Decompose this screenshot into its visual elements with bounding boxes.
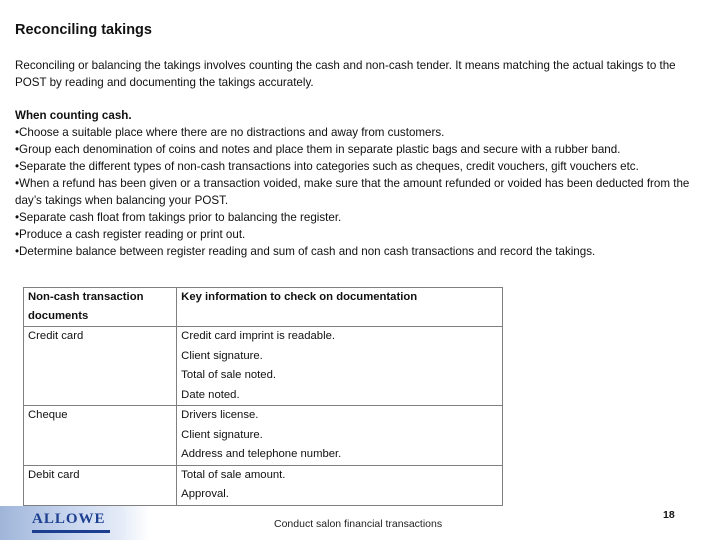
logo-text: ALLOWE — [32, 511, 106, 527]
table-cell-type: Debit card — [24, 465, 177, 505]
counting-step: •Separate the different types of non-cash transactions into categories such as cheques, credit vouchers, gift vouchers etc. — [15, 160, 639, 173]
table-cell-type: Credit card — [24, 327, 177, 406]
counting-step: •Choose a suitable place where there are no distractions and away from customers. — [15, 126, 445, 139]
counting-step: •When a refund has been given or a transaction voided, make sure that the amount refunded or voided has been deducted from the day’s takings when balancing your POST. — [15, 177, 690, 207]
counting-steps — [15, 107, 715, 260]
allowe-logo — [0, 506, 150, 540]
check-item: Client signature. — [181, 349, 263, 362]
table-header-row — [24, 288, 503, 327]
table-cell-checks — [177, 406, 503, 466]
table-cell-checks — [177, 327, 503, 406]
table-header-documents: Non-cash transaction documents — [24, 288, 177, 327]
table-header-key-info: Key information to check on documentation — [177, 288, 503, 327]
check-item: Total of sale noted. — [181, 369, 277, 381]
check-item: Credit card imprint is readable. — [181, 330, 335, 342]
counting-step: •Produce a cash register reading or print out. — [15, 228, 246, 241]
check-item: Client signature. — [181, 428, 263, 441]
table-row — [24, 465, 503, 505]
check-item: Approval. — [181, 488, 229, 500]
footer-caption: Conduct salon financial transactions — [274, 518, 443, 530]
check-item: Total of sale amount. — [181, 468, 286, 481]
counting-step: •Separate cash float from takings prior to balancing the register. — [15, 211, 342, 224]
counting-step: •Group each denomination of coins and notes and place them in separate plastic bags and secure with a rubber band. — [15, 143, 621, 156]
check-item: Address and telephone number. — [181, 448, 342, 460]
counting-heading: When counting cash. — [15, 109, 132, 122]
check-item: Drivers license. — [181, 409, 259, 421]
documents-table — [23, 287, 503, 506]
page-number: 18 — [663, 509, 675, 521]
table-row — [24, 327, 503, 406]
page-title: Reconciling takings — [15, 22, 152, 38]
table-row — [24, 406, 503, 466]
check-item: Date noted. — [181, 388, 240, 401]
intro-paragraph: Reconciling or balancing the takings involves counting the cash and non-cash tender. It means matching the actual takings to the POST by reading and documenting the takings accurately. — [15, 59, 676, 89]
table-cell-type: Cheque — [24, 406, 177, 466]
table-cell-checks — [177, 465, 503, 505]
logo-underline — [32, 530, 110, 533]
counting-step: •Determine balance between register reading and sum of cash and non cash transactions and record the takings. — [15, 245, 596, 258]
